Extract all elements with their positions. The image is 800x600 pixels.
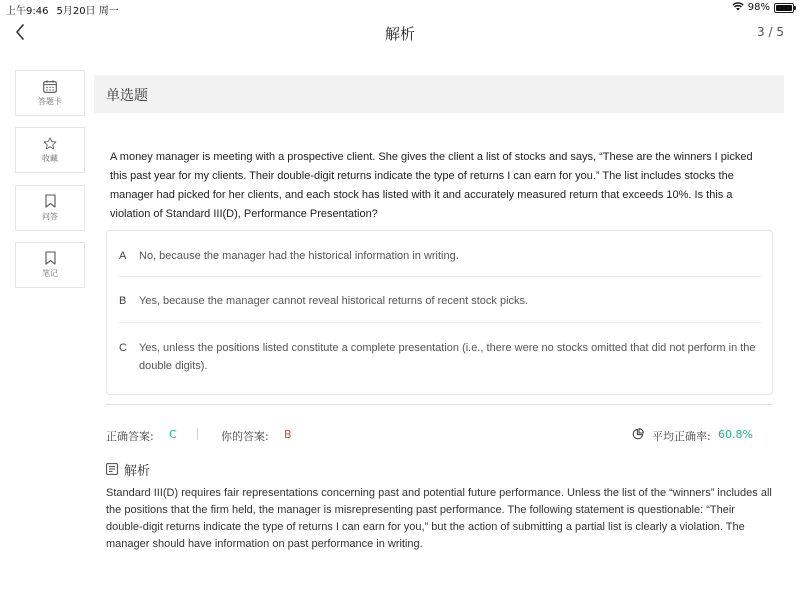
- option-divider: [119, 276, 761, 277]
- battery-percent: 98%: [747, 2, 770, 13]
- analysis-title: 解析: [124, 463, 151, 479]
- question-type-bar: [94, 75, 784, 113]
- qa-label: 问答: [42, 212, 58, 221]
- qa-button[interactable]: [15, 185, 85, 231]
- option-letter: A: [119, 250, 127, 262]
- average-rate-value: 60.8%: [718, 428, 753, 441]
- analysis-header: [106, 460, 150, 478]
- correct-answer-label: 正确答案:: [106, 430, 154, 443]
- answer-summary: [106, 427, 773, 443]
- bookmark-icon: [45, 251, 56, 265]
- answer-card-button[interactable]: [15, 70, 85, 116]
- option-letter: B: [119, 295, 127, 307]
- notes-label: 笔记: [42, 269, 58, 278]
- option-text: Yes, because the manager cannot reveal historical returns of recent stock picks.: [139, 295, 529, 307]
- star-icon: [43, 137, 57, 150]
- notes-button[interactable]: [15, 242, 85, 288]
- status-time: 上午9:46: [6, 6, 49, 17]
- question-text: A money manager is meeting with a prospective client. She gives the client a list of stocks and says, “These are the winners I picked this past year for my clients. Their double-digit returns indicate the type of returns I can earn for you.” The list includes stocks the manager had picked for her clients, and each stock has listed with it and accurately measured return that exceeds 10%. Is this a violation of Standard III(D), Performance Presentation?: [110, 151, 753, 220]
- wifi-icon: [732, 1, 744, 14]
- section-divider: [106, 404, 773, 405]
- analysis-text: Standard III(D) requires fair representations concerning past and potential future performance. Unless the list of the “winners” includes all the positions that the firm held, the manager is misrepresenting past performance. The following statement is questionable: “Their double-digit returns indicate the type of returns I can earn for you,” but the action of submitting a partial list is clearly a violation. The manager should have information on past performance in writing.: [106, 487, 772, 550]
- pie-chart-icon: [632, 428, 644, 440]
- question-type: 单选题: [106, 88, 148, 104]
- bookmark-icon: [45, 194, 56, 208]
- option-divider: [119, 322, 761, 323]
- answer-card-label: 答题卡: [38, 96, 62, 106]
- question-progress: 3 / 5: [757, 25, 784, 39]
- status-bar: [0, 0, 800, 16]
- options-list: [106, 230, 773, 395]
- battery-icon: [774, 3, 794, 13]
- option-c[interactable]: [119, 339, 761, 375]
- average-rate-label: 平均正确率:: [652, 430, 711, 443]
- nav-bar: [0, 16, 800, 48]
- favorite-button[interactable]: [15, 127, 85, 173]
- option-b[interactable]: [119, 292, 761, 310]
- status-date: 5月20日 周一: [56, 6, 119, 17]
- favorite-label: 收藏: [42, 153, 58, 163]
- option-letter: C: [119, 342, 127, 354]
- option-text: No, because the manager had the historical information in writing.: [139, 250, 459, 262]
- your-answer-value: B: [284, 428, 292, 441]
- option-a[interactable]: [119, 247, 761, 265]
- your-answer-label: 你的答案:: [221, 430, 269, 443]
- page-title: 解析: [384, 25, 415, 43]
- answer-card-icon: [43, 80, 57, 93]
- option-text: Yes, unless the positions listed constitute a complete presentation (i.e., there were no stocks omitted that did not perform in the double digits).: [139, 342, 756, 372]
- battery-level: [776, 5, 792, 11]
- document-icon: [106, 463, 118, 475]
- correct-answer-value: C: [169, 428, 177, 441]
- answer-separator: [197, 428, 198, 440]
